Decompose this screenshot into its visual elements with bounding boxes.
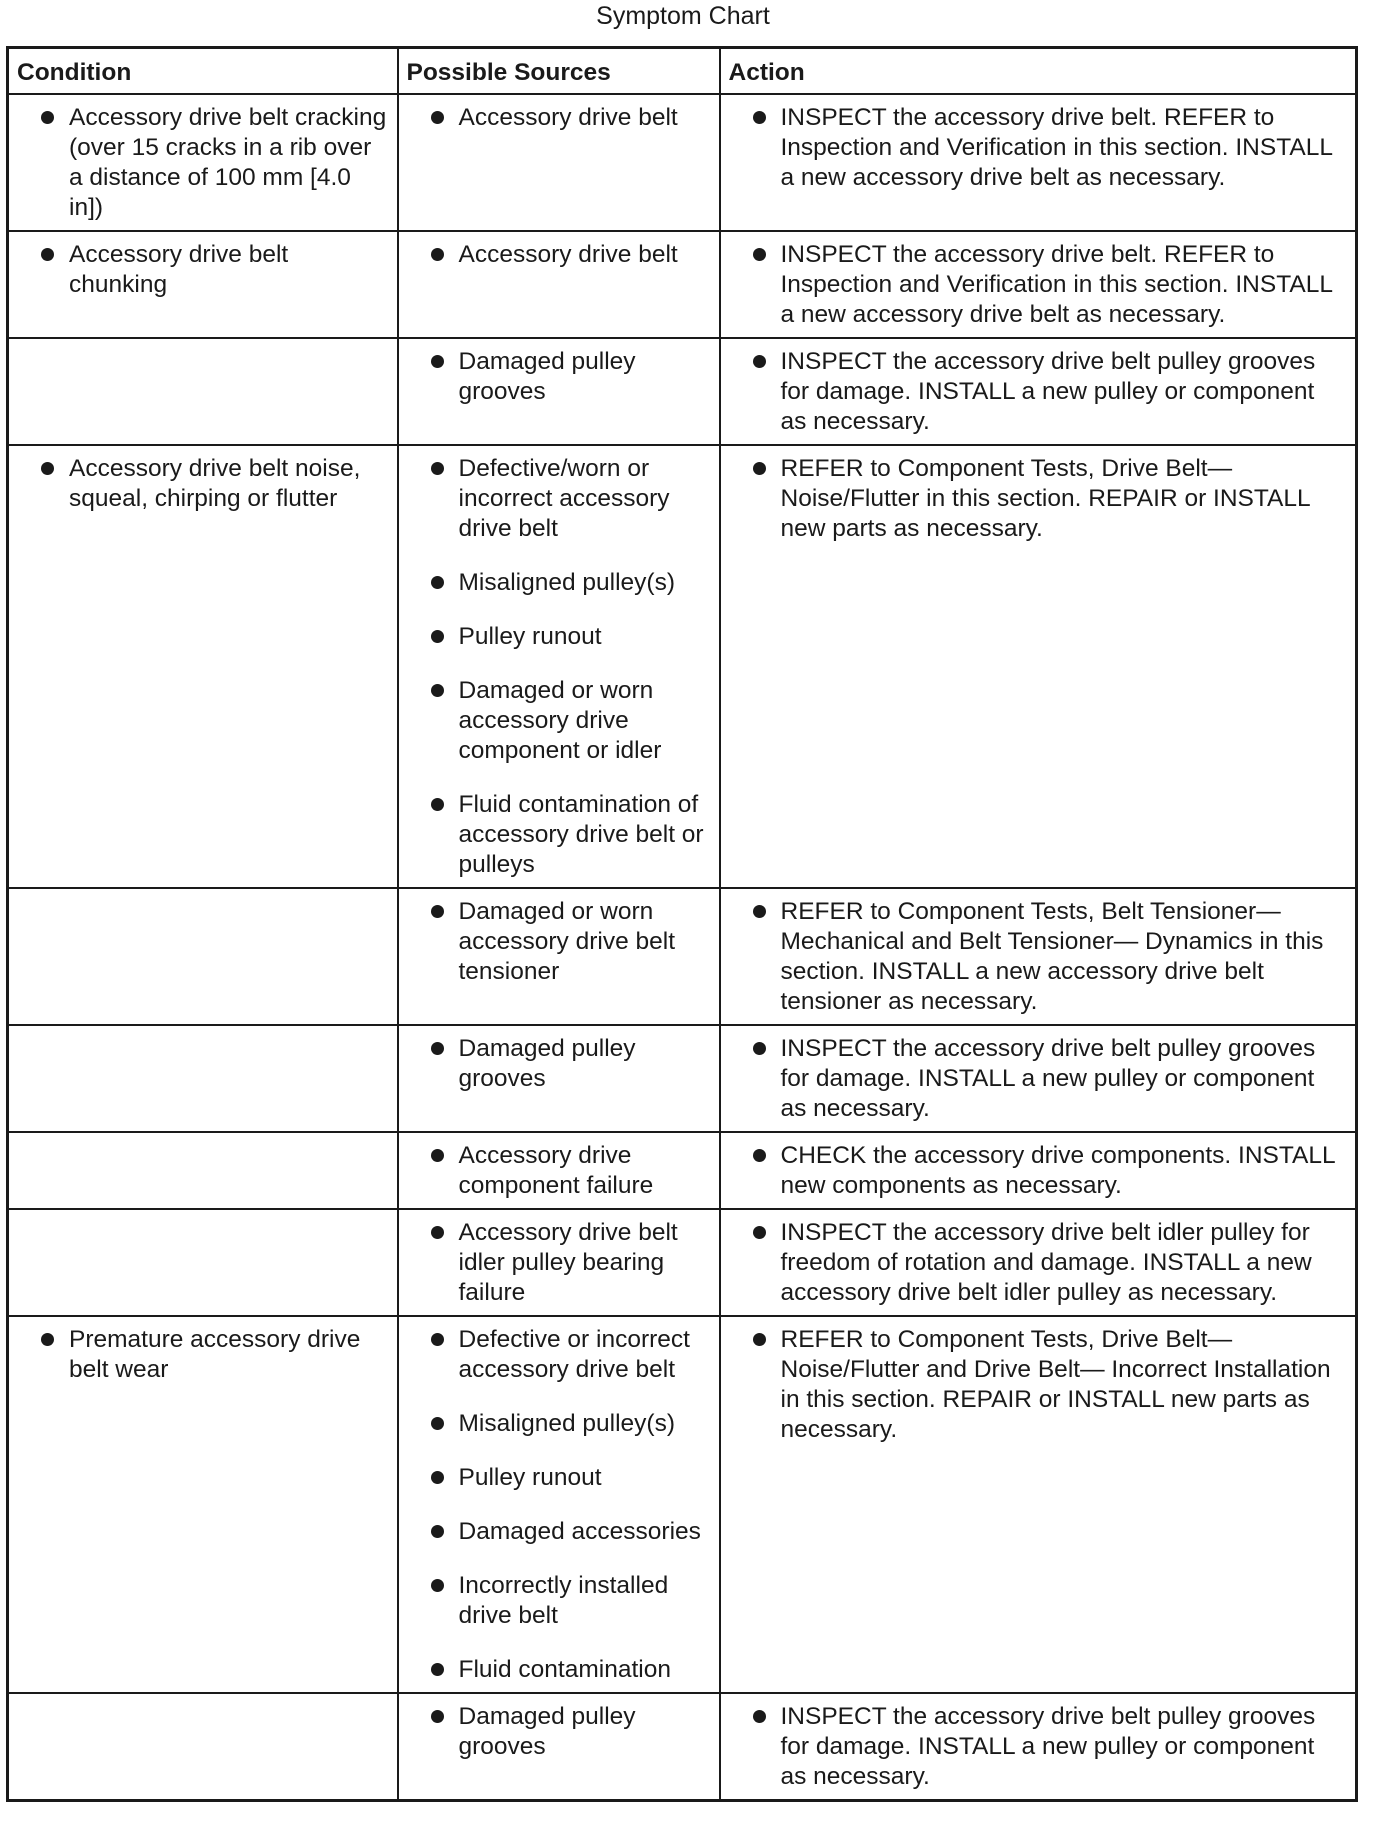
- table-row: [8, 445, 1357, 888]
- bullet-icon: [431, 111, 444, 124]
- bullet-item: [407, 1517, 711, 1547]
- action-cell: [720, 1693, 1357, 1801]
- bullet-icon: [431, 798, 444, 811]
- possible-sources-cell: [398, 1316, 720, 1693]
- bullet-icon: [431, 1525, 444, 1538]
- condition-cell: [8, 1316, 398, 1693]
- condition-cell: [8, 338, 398, 445]
- header-condition: Condition: [8, 48, 398, 95]
- bullet-icon: [753, 462, 766, 475]
- bullet-icon: [431, 1471, 444, 1484]
- bullet-item: [729, 1218, 1348, 1308]
- table-row: [8, 1316, 1357, 1693]
- table-row: [8, 1025, 1357, 1132]
- action-cell: [720, 1132, 1357, 1209]
- action-cell: [720, 1316, 1357, 1693]
- action-cell: [720, 1025, 1357, 1132]
- header-possible-sources: Possible Sources: [398, 48, 720, 95]
- action-text: CHECK the accessory drive components. INSTALL new components as necessary.: [780, 1142, 1335, 1199]
- bullet-icon: [753, 1149, 766, 1162]
- bullet-icon: [753, 905, 766, 918]
- bullet-item: [729, 897, 1348, 1017]
- action-text: INSPECT the accessory drive belt pulley grooves for damage. INSTALL a new pulley or component as necessary.: [780, 1035, 1316, 1122]
- bullet-icon: [41, 1333, 54, 1346]
- condition-cell: [8, 888, 398, 1025]
- bullet-item: [407, 1655, 711, 1685]
- possible-sources-cell: [398, 888, 720, 1025]
- source-text: Pulley runout: [458, 623, 602, 650]
- bullet-item: [407, 897, 711, 987]
- header-action: Action: [720, 48, 1357, 95]
- bullet-item: [407, 568, 711, 598]
- condition-cell: [8, 445, 398, 888]
- condition-cell: [8, 1209, 398, 1316]
- bullet-icon: [753, 355, 766, 368]
- table-row: [8, 338, 1357, 445]
- bullet-item: [729, 1702, 1348, 1792]
- source-text: Accessory drive belt idler pulley bearing failure: [458, 1219, 678, 1306]
- bullet-item: [407, 240, 711, 270]
- bullet-item: [407, 347, 711, 407]
- bullet-item: [17, 1325, 389, 1385]
- possible-sources-cell: [398, 231, 720, 338]
- condition-text: Accessory drive belt chunking: [69, 241, 289, 298]
- table-row: [8, 1693, 1357, 1801]
- bullet-item: [407, 1034, 711, 1094]
- bullet-icon: [431, 684, 444, 697]
- bullet-icon: [41, 248, 54, 261]
- condition-cell: [8, 1693, 398, 1801]
- symptom-chart-table: [6, 46, 1358, 1802]
- bullet-icon: [753, 1042, 766, 1055]
- bullet-item: [729, 1034, 1348, 1124]
- action-text: REFER to Component Tests, Belt Tensioner— Mechanical and Belt Tensioner— Dynamics in this section. INSTALL a new accessory drive belt tensioner as necessary.: [780, 898, 1324, 1015]
- bullet-item: [729, 1141, 1348, 1201]
- source-text: Incorrectly installed drive belt: [458, 1572, 669, 1629]
- bullet-icon: [431, 1333, 444, 1346]
- bullet-item: [407, 1218, 711, 1308]
- bullet-icon: [431, 1149, 444, 1162]
- source-text: Defective/worn or incorrect accessory drive belt: [458, 455, 670, 542]
- bullet-item: [729, 103, 1348, 193]
- bullet-icon: [753, 1226, 766, 1239]
- page-title: Symptom Chart: [596, 2, 770, 30]
- bullet-item: [407, 676, 711, 766]
- possible-sources-cell: [398, 1209, 720, 1316]
- action-text: INSPECT the accessory drive belt. REFER to Inspection and Verification in this section. INSTALL a new accessory drive belt as necessary.: [780, 241, 1333, 328]
- bullet-icon: [431, 576, 444, 589]
- source-text: Misaligned pulley(s): [458, 1410, 676, 1437]
- action-text: INSPECT the accessory drive belt idler pulley for freedom of rotation and damage. INSTALL a new accessory drive belt idler pulley as necessary.: [780, 1219, 1312, 1306]
- bullet-icon: [753, 1710, 766, 1723]
- bullet-item: [407, 1571, 711, 1631]
- condition-cell: [8, 231, 398, 338]
- source-text: Fluid contamination: [458, 1656, 671, 1683]
- bullet-item: [407, 1141, 711, 1201]
- bullet-item: [407, 1463, 711, 1493]
- source-text: Accessory drive belt: [458, 104, 678, 131]
- action-text: REFER to Component Tests, Drive Belt— Noise/Flutter in this section. REPAIR or INSTALL new parts as necessary.: [780, 455, 1310, 542]
- action-text: INSPECT the accessory drive belt pulley grooves for damage. INSTALL a new pulley or component as necessary.: [780, 1703, 1316, 1790]
- action-cell: [720, 888, 1357, 1025]
- bullet-icon: [41, 462, 54, 475]
- bullet-icon: [431, 355, 444, 368]
- condition-text: Premature accessory drive belt wear: [69, 1326, 361, 1383]
- action-cell: [720, 1209, 1357, 1316]
- action-cell: [720, 231, 1357, 338]
- table-row: [8, 1132, 1357, 1209]
- bullet-item: [407, 1702, 711, 1762]
- source-text: Fluid contamination of accessory drive belt or pulleys: [458, 791, 704, 878]
- possible-sources-cell: [398, 94, 720, 231]
- bullet-icon: [431, 1710, 444, 1723]
- action-text: INSPECT the accessory drive belt pulley grooves for damage. INSTALL a new pulley or component as necessary.: [780, 348, 1316, 435]
- bullet-item: [407, 454, 711, 544]
- possible-sources-cell: [398, 338, 720, 445]
- action-text: INSPECT the accessory drive belt. REFER to Inspection and Verification in this section. INSTALL a new accessory drive belt as necessary.: [780, 104, 1333, 191]
- bullet-icon: [431, 1417, 444, 1430]
- bullet-item: [407, 622, 711, 652]
- table-body: [8, 94, 1357, 1801]
- possible-sources-cell: [398, 1132, 720, 1209]
- bullet-icon: [431, 905, 444, 918]
- table-row: [8, 94, 1357, 231]
- source-text: Defective or incorrect accessory drive belt: [458, 1326, 690, 1383]
- table-row: [8, 1209, 1357, 1316]
- bullet-item: [407, 103, 711, 133]
- bullet-icon: [431, 1226, 444, 1239]
- source-text: Damaged pulley grooves: [458, 348, 636, 405]
- source-text: Damaged pulley grooves: [458, 1703, 636, 1760]
- source-text: Damaged accessories: [458, 1518, 701, 1545]
- source-text: Accessory drive belt: [458, 241, 678, 268]
- table-row: [8, 888, 1357, 1025]
- source-text: Pulley runout: [458, 1464, 602, 1491]
- possible-sources-cell: [398, 1025, 720, 1132]
- bullet-icon: [753, 248, 766, 261]
- bullet-icon: [41, 111, 54, 124]
- bullet-icon: [431, 462, 444, 475]
- action-cell: [720, 338, 1357, 445]
- condition-text: Accessory drive belt cracking (over 15 cracks in a rib over a distance of 100 mm [4.0 in]): [69, 104, 387, 221]
- bullet-icon: [431, 1579, 444, 1592]
- bullet-item: [729, 240, 1348, 330]
- action-cell: [720, 94, 1357, 231]
- source-text: Damaged or worn accessory drive belt tensioner: [458, 898, 676, 985]
- bullet-icon: [431, 1042, 444, 1055]
- table-header-row: [8, 48, 1357, 95]
- source-text: Damaged pulley grooves: [458, 1035, 636, 1092]
- condition-cell: [8, 1025, 398, 1132]
- bullet-item: [729, 347, 1348, 437]
- bullet-icon: [431, 630, 444, 643]
- source-text: Accessory drive component failure: [458, 1142, 654, 1199]
- bullet-item: [729, 454, 1348, 544]
- bullet-item: [729, 1325, 1348, 1445]
- condition-cell: [8, 1132, 398, 1209]
- bullet-item: [407, 790, 711, 880]
- action-cell: [720, 445, 1357, 888]
- bullet-icon: [753, 1333, 766, 1346]
- action-text: REFER to Component Tests, Drive Belt— Noise/Flutter and Drive Belt— Incorrect Installation in this section. REPAIR or INSTALL new parts as necessary.: [780, 1326, 1331, 1443]
- source-text: Misaligned pulley(s): [458, 569, 676, 596]
- possible-sources-cell: [398, 1693, 720, 1801]
- bullet-icon: [753, 111, 766, 124]
- bullet-item: [407, 1325, 711, 1385]
- condition-cell: [8, 94, 398, 231]
- bullet-item: [17, 454, 389, 514]
- possible-sources-cell: [398, 445, 720, 888]
- bullet-item: [17, 103, 389, 223]
- table-row: [8, 231, 1357, 338]
- bullet-icon: [431, 248, 444, 261]
- condition-text: Accessory drive belt noise, squeal, chirping or flutter: [69, 455, 361, 512]
- source-text: Damaged or worn accessory drive component or idler: [458, 677, 662, 764]
- bullet-icon: [431, 1663, 444, 1676]
- bullet-item: [407, 1409, 711, 1439]
- bullet-item: [17, 240, 389, 300]
